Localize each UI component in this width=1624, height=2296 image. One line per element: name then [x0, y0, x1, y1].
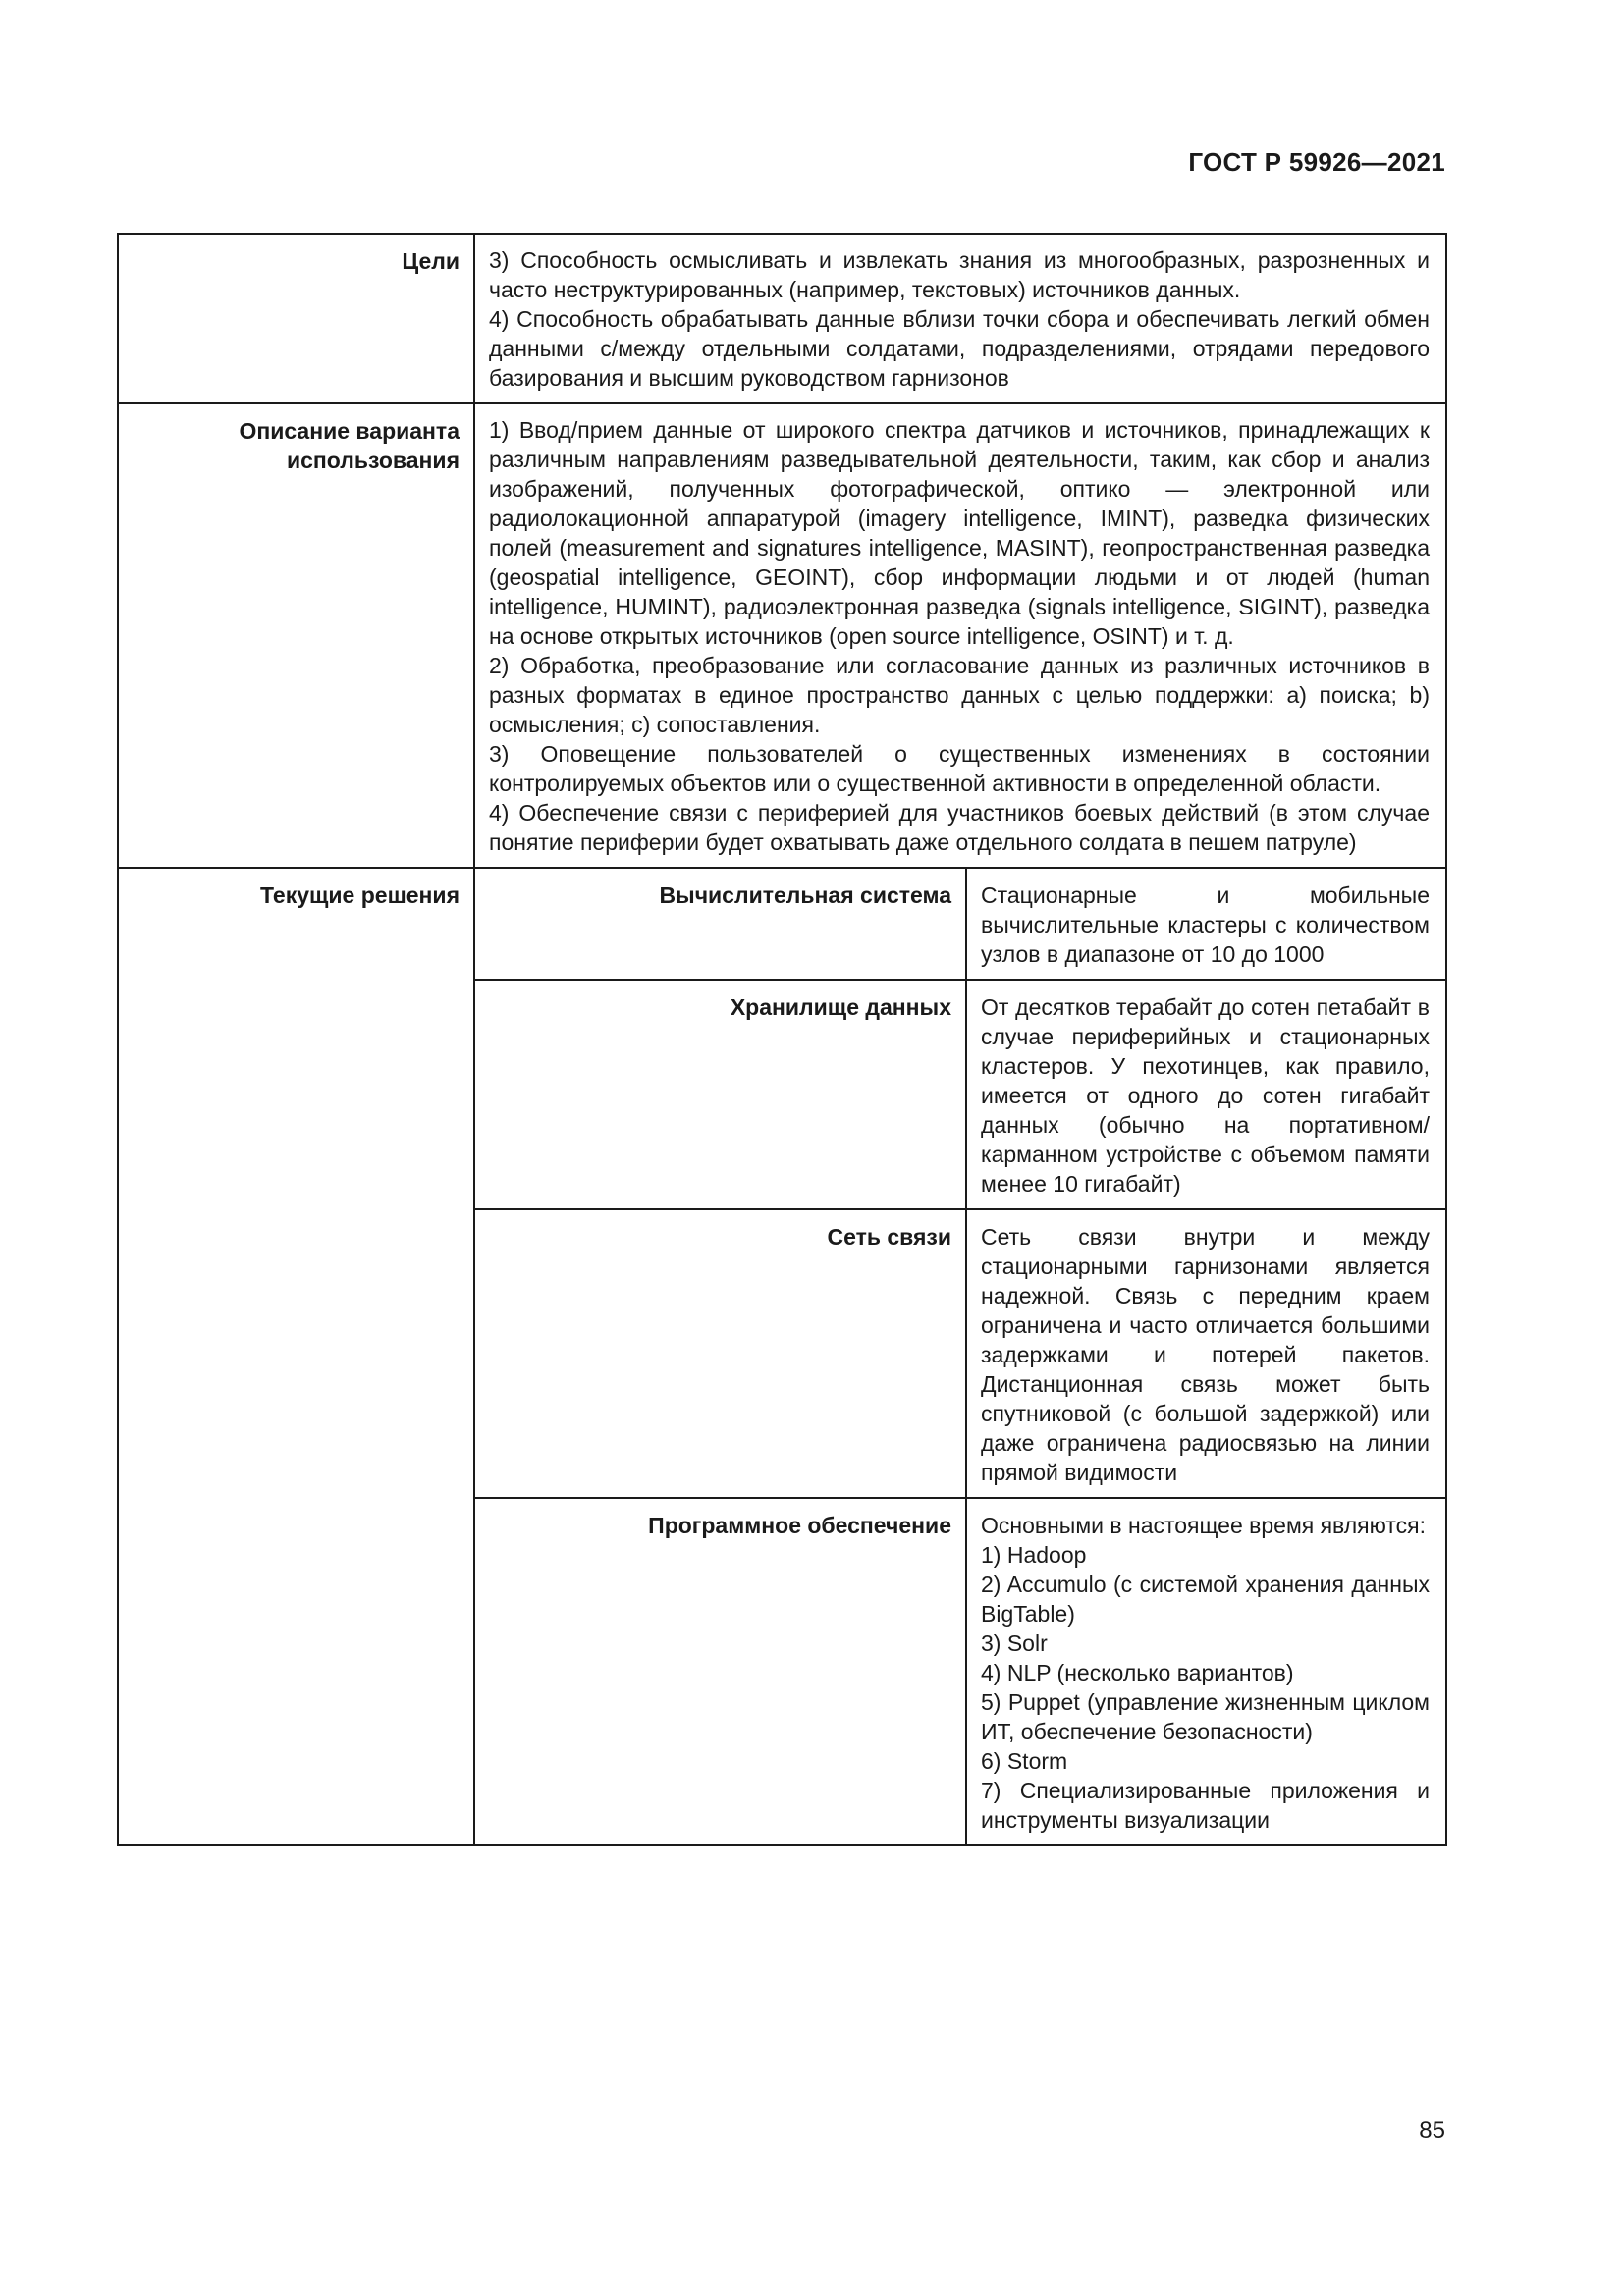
storage-label: Хранилище данных	[475, 980, 966, 1209]
software-list-item: 5) Puppet (управление жизненным циклом ИТ, обеспечение безопасности)	[981, 1689, 1430, 1744]
computing-value: Стационарные и мобильные вычислительные кластеры с количеством узлов в диапазоне от 10 до 1000	[981, 882, 1430, 967]
document-standard-id: ГОСТ Р 59926—2021	[1188, 147, 1445, 177]
current-solutions-table	[475, 869, 1445, 1844]
computing-row	[475, 869, 1445, 980]
software-list-item: 4) NLP (несколько вариантов)	[981, 1660, 1294, 1685]
use-case-table	[117, 233, 1447, 1846]
software-list-item: 6) Storm	[981, 1748, 1068, 1774]
current-solutions-label: Текущие решения	[118, 868, 474, 1845]
software-row	[475, 1498, 1445, 1844]
use-case-row	[118, 403, 1446, 868]
use-case-paragraph: 2) Обработка, преобразование или согласование данных из различных источников в разных форматах в единое пространство данных с целью поддержки: a) поиска; b) осмысления; c) сопоставления.	[489, 653, 1430, 737]
current-solutions-row	[118, 868, 1446, 1845]
computing-label: Вычислительная система	[475, 869, 966, 980]
storage-row	[475, 980, 1445, 1209]
use-case-text	[474, 403, 1446, 868]
network-row	[475, 1209, 1445, 1498]
software-list-item: 7) Специализированные приложения и инструменты визуализации	[981, 1778, 1430, 1833]
network-value: Сеть связи внутри и между стационарными гарнизонами является надежной. Связь с передним краем ограничена и часто отличается большими задержками и потерей пакетов. Дистанционная связь может быть спутниковой (с большой задержкой) или даже ограничена радиосвязью на линии прямой видимости	[966, 1209, 1445, 1498]
software-value	[966, 1498, 1445, 1844]
goals-row	[118, 234, 1446, 403]
goals-text	[474, 234, 1446, 403]
use-case-label: Описание варианта использования	[118, 403, 474, 868]
storage-value: От десятков терабайт до сотен петабайт в случае периферийных и стационарных кластеров. У пехотинцев, как правило, имеется от одного до сотен гигабайт данных (обычно на портативном/карманном устройстве с объемом памяти менее 10 гигабайт)	[966, 980, 1445, 1209]
goals-paragraph: 3) Способность осмысливать и извлекать знания из многообразных, разрозненных и часто неструктурированных (например, текстовых) источников данных.	[489, 247, 1430, 302]
software-list-item: 3) Solr	[981, 1630, 1048, 1656]
goals-label: Цели	[118, 234, 474, 403]
software-list-item: 1) Hadoop	[981, 1542, 1087, 1568]
page-number: 85	[1419, 2117, 1445, 2144]
use-case-paragraph: 1) Ввод/прием данные от широкого спектра датчиков и источников, принадлежащих к различным направлениям разведывательной деятельности, таким, как сбор и анализ изображений, полученных фотографической, оптико — электронной или радиолокационной аппаратурой (imagery intelligence, IMINT), разведка физических полей (measurement and signatures intelligence, MASINT), геопространственная разведка (geospatial intelligence, GEOINT), сбор информации людьми и от людей (human intelligence, HUMINT), радиоэлектронная разведка (signals intelligence, SIGINT), разведка на основе открытых источников (open source intelligence, OSINT) и т. д.	[489, 417, 1430, 649]
software-list-item: 2) Accumulo (с системой хранения данных BigTable)	[981, 1572, 1430, 1627]
current-solutions-details	[474, 868, 1446, 1845]
goals-paragraph: 4) Способность обрабатывать данные вблизи точки сбора и обеспечивать легкий обмен данными с/между отдельными солдатами, подразделениями, отрядами передового базирования и высшим руководством гарнизонов	[489, 306, 1430, 391]
network-label: Сеть связи	[475, 1209, 966, 1498]
software-intro: Основными в настоящее время являются:	[981, 1513, 1426, 1538]
use-case-paragraph: 4) Обеспечение связи с периферией для участников боевых действий (в этом случае понятие периферии будет охватывать даже отдельного солдата в пешем патруле)	[489, 800, 1430, 855]
software-label: Программное обеспечение	[475, 1498, 966, 1844]
use-case-paragraph: 3) Оповещение пользователей о существенных изменениях в состоянии контролируемых объектов или о существенной активности в определенной области.	[489, 741, 1430, 796]
